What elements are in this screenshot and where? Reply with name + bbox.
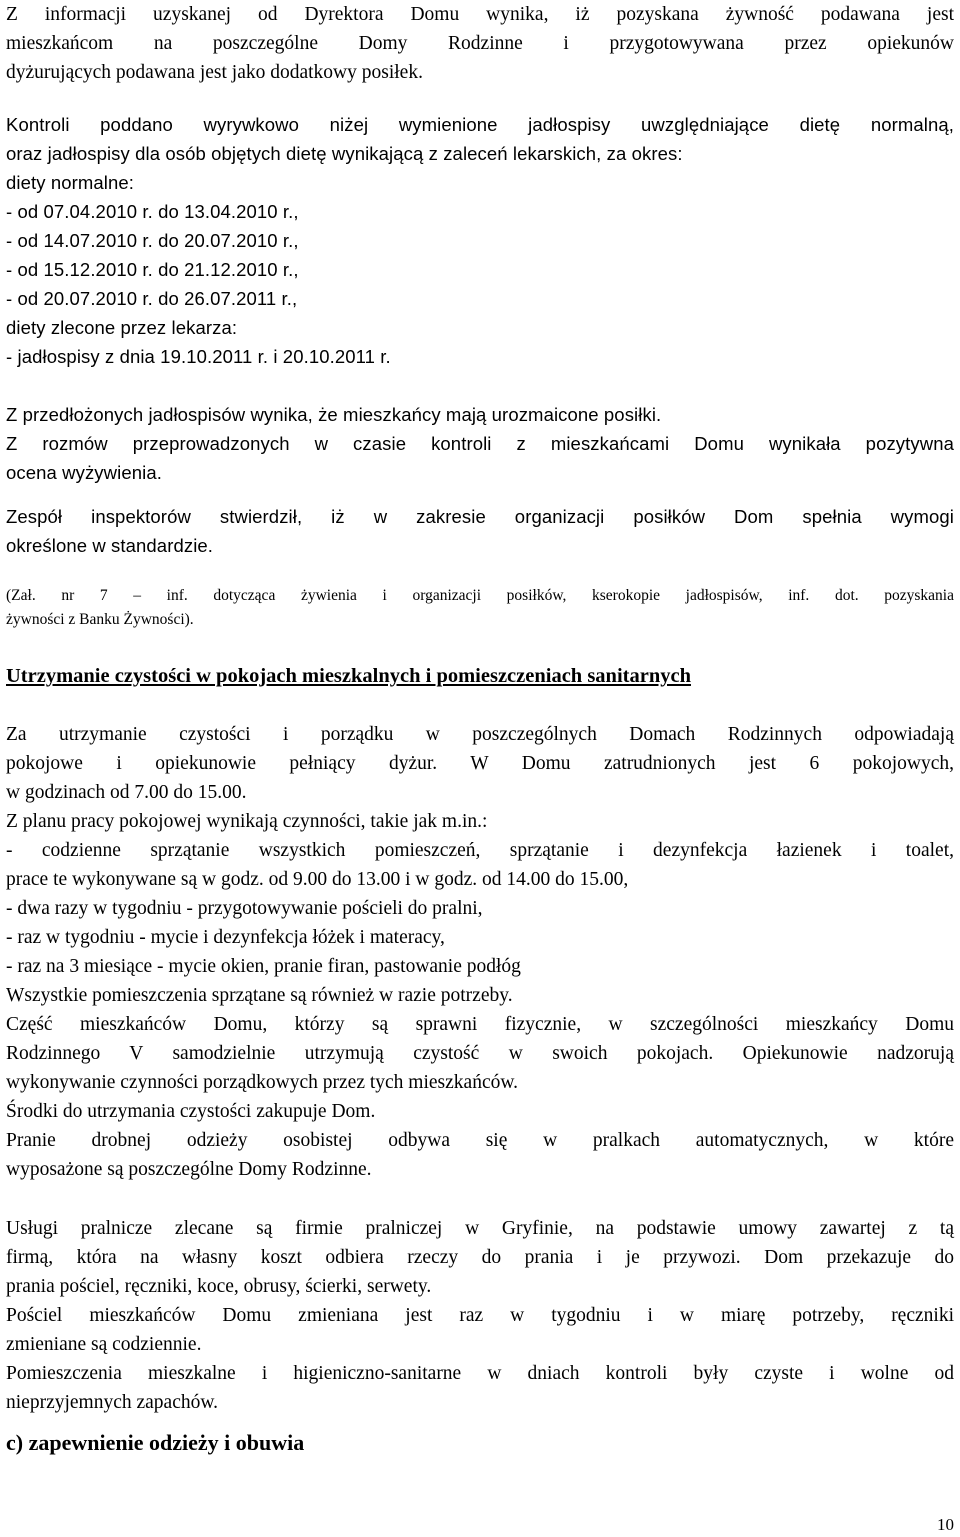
text-line: - raz na 3 miesiące - mycie okien, pranie firan, pastowanie podłóg bbox=[6, 956, 521, 977]
text-line: - dwa razy w tygodniu - przygotowywanie pościeli do pralni, bbox=[6, 898, 483, 919]
text-line: wykonywanie czynności porządkowych przez tych mieszkańców. bbox=[6, 1072, 519, 1093]
text-line: diety normalne: bbox=[6, 172, 134, 193]
text-line: Usługi pralnicze zlecane są firmie pralniczej w Gryfinie, na podstawie umowy zawartej z tą bbox=[6, 1218, 954, 1239]
text-line: Z przedłożonych jadłospisów wynika, że mieszkańcy mają urozmaicone posiłki. bbox=[6, 404, 662, 425]
text-line: - jadłospisy z dnia 19.10.2011 r. i 20.10.2011 r. bbox=[6, 346, 391, 367]
text-line: prania pościel, ręczniki, koce, obrusy, ścierki, serwety. bbox=[6, 1276, 432, 1297]
text-line: określone w standardzie. bbox=[6, 535, 214, 556]
text-line: wyposażone są poszczególne Domy Rodzinne. bbox=[6, 1159, 372, 1180]
menus-paragraph bbox=[6, 400, 954, 487]
text-line: Część mieszkańców Domu, którzy są sprawni fizycznie, w szczególności mieszkańcy Domu bbox=[6, 1014, 954, 1035]
text-line: mieszkańcom na poszczególne Domy Rodzinne i przygotowywana przez opiekunów bbox=[6, 33, 954, 54]
text-line: - od 14.07.2010 r. do 20.07.2010 r., bbox=[6, 230, 299, 251]
section-heading: Utrzymanie czystości w pokojach mieszkalnych i pomieszczeniach sanitarnych bbox=[6, 665, 691, 687]
text-line: prace te wykonywane są w godz. od 9.00 do 13.00 i w godz. od 14.00 do 15.00, bbox=[6, 869, 629, 890]
control-paragraph bbox=[6, 110, 954, 371]
text-line: w godzinach od 7.00 do 15.00. bbox=[6, 782, 247, 803]
text-line: Pomieszczenia mieszkalne i higieniczno-sanitarne w dniach kontroli były czyste i wolne od bbox=[6, 1363, 954, 1384]
text-line: Z rozmów przeprowadzonych w czasie kontroli z mieszkańcami Domu wynikała pozytywna bbox=[6, 433, 954, 454]
cleaning-paragraph bbox=[6, 720, 954, 1184]
text-line: Zespół inspektorów stwierdził, iż w zakresie organizacji posiłków Dom spełnia wymogi bbox=[6, 506, 954, 527]
text-line: diety zlecone przez lekarza: bbox=[6, 317, 238, 338]
text-line: oraz jadłospisy dla osób objętych dietę wynikającą z zaleceń lekarskich, za okres: bbox=[6, 143, 683, 164]
text-line: żywności z Banku Żywności). bbox=[6, 611, 194, 628]
text-line: Z informacji uzyskanej od Dyrektora Domu wynika, iż pozyskana żywność podawana jest bbox=[6, 4, 954, 25]
text-line: dyżurujących podawana jest jako dodatkowy posiłek. bbox=[6, 62, 423, 83]
text-line: ocena wyżywienia. bbox=[6, 462, 162, 483]
text-line: - raz w tygodniu - mycie i dezynfekcja łóżek i materacy, bbox=[6, 927, 445, 948]
page-number: 10 bbox=[937, 1515, 954, 1534]
inspectors-paragraph bbox=[6, 502, 954, 560]
text-line: Z planu pracy pokojowej wynikają czynności, takie jak m.in.: bbox=[6, 811, 488, 832]
text-line: Pościel mieszkańców Domu zmieniana jest raz w tygodniu i w miarę potrzeby, ręczniki bbox=[6, 1305, 954, 1326]
text-line: (Zał. nr 7 – inf. dotycząca żywienia i organizacji posiłków, kserokopie jadłospisów, inf. dot. pozyskania bbox=[6, 587, 954, 604]
text-line: nieprzyjemnych zapachów. bbox=[6, 1392, 219, 1413]
intro-paragraph bbox=[6, 0, 954, 87]
text-line: - od 20.07.2010 r. do 26.07.2011 r., bbox=[6, 288, 298, 309]
text-line: firmą, która na własny koszt odbiera rzeczy do prania i je przywozi. Dom przekazuje do bbox=[6, 1247, 954, 1268]
text-line: zmieniane są codziennie. bbox=[6, 1334, 202, 1355]
attachment-note bbox=[6, 584, 954, 632]
text-line: Wszystkie pomieszczenia sprzątane są również w razie potrzeby. bbox=[6, 985, 513, 1006]
laundry-paragraph bbox=[6, 1214, 954, 1417]
text-line: Za utrzymanie czystości i porządku w poszczególnych Domach Rodzinnych odpowiadają bbox=[6, 724, 954, 745]
text-line: - od 15.12.2010 r. do 21.12.2010 r., bbox=[6, 259, 299, 280]
text-line: Środki do utrzymania czystości zakupuje Dom. bbox=[6, 1101, 376, 1122]
text-line: - od 07.04.2010 r. do 13.04.2010 r., bbox=[6, 201, 299, 222]
text-line: Kontroli poddano wyrywkowo niżej wymienione jadłospisy uwzględniające dietę normalną, bbox=[6, 114, 954, 135]
subsection-heading: c) zapewnienie odzieży i obuwia bbox=[6, 1430, 305, 1455]
text-line: - codzienne sprzątanie wszystkich pomieszczeń, sprzątanie i dezynfekcja łazienek i toalet, bbox=[6, 840, 954, 861]
text-line: Rodzinnego V samodzielnie utrzymują czystość w swoich pokojach. Opiekunowie nadzorują bbox=[6, 1043, 954, 1064]
text-line: pokojowe i opiekunowie pełniący dyżur. W Domu zatrudnionych jest 6 pokojowych, bbox=[6, 753, 954, 774]
text-line: Pranie drobnej odzieży osobistej odbywa się w pralkach automatycznych, w które bbox=[6, 1130, 954, 1151]
